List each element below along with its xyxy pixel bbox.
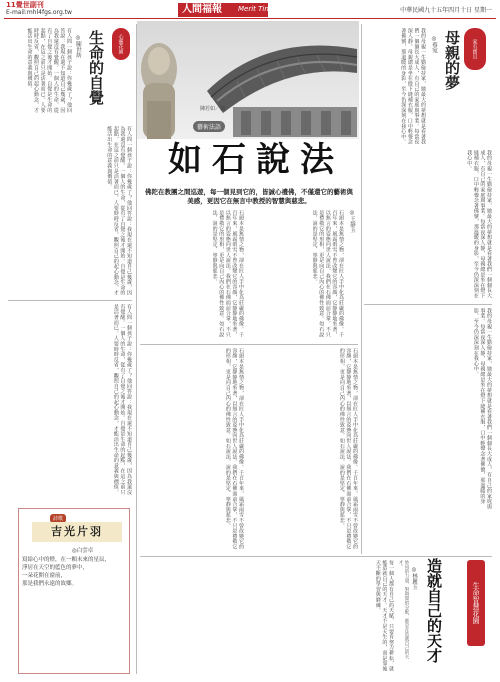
issue-date: 中華民國九十五年四月十日 星期一 [400, 7, 492, 14]
right-article-body-main: 我的母親一生勤儉持家，她最大的夢想就是看著我們一個個長大成人，有自己的家庭與事業。每當夜深人靜，母親總是坐在燈下縫補衣服，口中輕聲念著佛號，那溫暖的身影，至今仍深深刻在我心中。 [466, 150, 492, 299]
poem-title: 吉光片羽 [32, 522, 122, 542]
right-article-body-top: 我的母親一生勤儉持家，她最大的夢想就是看著我們一個個長大成人，有自己的家庭與事業。每當夜深人靜，母親總是坐在燈下縫補衣服，口中輕聲念著佛號，那溫暖的身影，至今仍深深刻在我心中。 [400, 28, 426, 145]
logo-text: 人間福報 [182, 4, 222, 15]
header-divider [4, 18, 496, 19]
column-divider-left [136, 24, 137, 674]
right-article-body-lower: 我的母親一生勤儉持家，她最大的夢想就是看著我們一個個長大成人，有自己的家庭與事業。每當夜深人靜，母親總是坐在燈下縫補衣服，口中輕聲念著佛號，那溫暖的身影，至今仍深深刻在我心中。 [472, 308, 492, 510]
poem-body [22, 556, 126, 588]
feature-badge: 生命智慧花園 [467, 560, 485, 646]
right-article-author: ◎蔡宛 [431, 36, 437, 53]
page-label: 11覺世副刊 [6, 1, 44, 9]
feature-note: 妙用的力量，對時間的分配，都是在造就自己的天才。 [398, 560, 409, 659]
center-article-body-1: 石頭本是無情之物，卻在匠人手中化為莊嚴的佛像。千百年來，風霜雨雪不曾改變它的容顏，它靜靜地坐著，以無言的姿態向世人說法。我們在石佛面前合掌，不只是禮敬它的形相，更是向自己內心的佛性致意。如石說法，說的是堅定、寧靜與慈悲。 [311, 210, 344, 338]
center-article-body-4: 石頭本是無情之物，卻在匠人手中化為莊嚴的佛像。千百年來，風霜雨雪不曾改變它的容顏，它靜靜地坐著，以無言的姿態向世人說法。我們在石佛面前合掌，不只是禮敬它的形相，更是向自己內心的佛性致意。如石說法，說的是堅定、寧靜與慈悲。 [224, 348, 244, 550]
banner-tag: 藝術法語 [193, 121, 225, 132]
left-article-body-main: 有人問一個孩子說：你幾歲了？他回答說：我現在還不知道自己幾歲，因為我還沒有覺醒。一個人的生命，從有了自覺之後才開始。自覺是生命的起點，在這之前只是活著而已。人要時時反省，觀照自己的起心動念，才能活出生命的意義與價值。 [106, 126, 132, 296]
center-article-body-3: 石頭本是無情之物，卻在匠人手中化為莊嚴的佛像。千百年來，風霜雨雪不曾改變它的容顏，它靜靜地坐著，以無言的姿態向世人說法。我們在石佛面前合掌，不只是禮敬它的形相，更是向自己內心的佛性致意。如石說法，說的是堅定、寧靜與慈悲。 [338, 348, 358, 550]
center-divider-1 [140, 344, 358, 345]
right-article-badge: 家有寶貝 [464, 28, 486, 70]
intro-text: 佛陀在教團之間巡遊，每一個見到它的，皆誠心禮佛，不僅還它的藝術與美感，更因它在無言中教授的智慧與慈悲。 [145, 188, 353, 205]
center-article-author: ◎王靜玉 [349, 210, 355, 233]
poem-line: 寫給心中的燈，在一顆未來的星辰， [22, 557, 111, 563]
feature-title: 造就自己的天才 [425, 558, 443, 663]
banner-caption: 陳若如／圖 [200, 106, 226, 112]
poem-line: 那是我們永遠的故鄉。 [22, 581, 78, 587]
poem-line: 一朵花開在窗前， [22, 573, 67, 579]
column-divider-right [361, 24, 362, 554]
right-article-title: 母親的夢 [443, 30, 461, 90]
left-divider-1 [8, 300, 132, 301]
left-article-author: ◎陳世紡 [75, 35, 81, 58]
poem-author: ◎白雲卓 [72, 548, 94, 554]
poem-tag: 詩歌 [50, 514, 66, 523]
left-article-body-lower: 有人問一個孩子說：你幾歲了？他回答說：我現在還不知道自己幾歲，因為我還沒有覺醒。一個人的生命，從有了自覺之後才開始。自覺是生命的起點，在這之前只是活著而已。人要時時反省，觀照自己的起心動念，才能活出生命的意義與價值。 [112, 304, 132, 495]
feature-author: ◎林麗玉 [411, 567, 417, 590]
center-article-body-2: 石頭本是無情之物，卻在匠人手中化為莊嚴的佛像。千百年來，風霜雨雪不曾改變它的容顏，它靜靜地坐著，以無言的姿態向世人說法。我們在石佛面前合掌，不只是禮敬它的形相，更是向自己內心的佛性致意。如石說法，說的是堅定、寧靜與慈悲。 [211, 210, 244, 338]
left-article-body-top: 有人問一個孩子說：你幾歲了？他回答說：我現在還不知道自己幾歲，因為我還沒有覺醒。一個人的生命，從有了自覺之後才開始。自覺是生命的起點，在這之前只是活著而已。人要時時反省，觀照自己的起心動念，才能活出生命的意義與價值。 [26, 28, 72, 113]
header-page-info [6, 2, 72, 16]
left-article-title: 生命的自覺 [87, 30, 105, 105]
logo-english: Merit Times [238, 5, 280, 13]
poem-line: 淨居在天空的藍色的夢中， [22, 565, 89, 571]
bottom-article-body: 每一個人都有自己的天賦，只要肯努力耕耘，就能造就自己的天才。天才不是天生的，而是靠後天不斷的學習與磨練。 [374, 560, 394, 672]
left-article-badge: 心靈花園 [112, 28, 130, 60]
email-address[interactable]: E-mail:mhl4fgs.org.tw [6, 9, 72, 16]
bottom-divider [140, 556, 492, 557]
right-divider-1 [364, 304, 492, 305]
banner-title: 如石說法 [168, 140, 344, 180]
